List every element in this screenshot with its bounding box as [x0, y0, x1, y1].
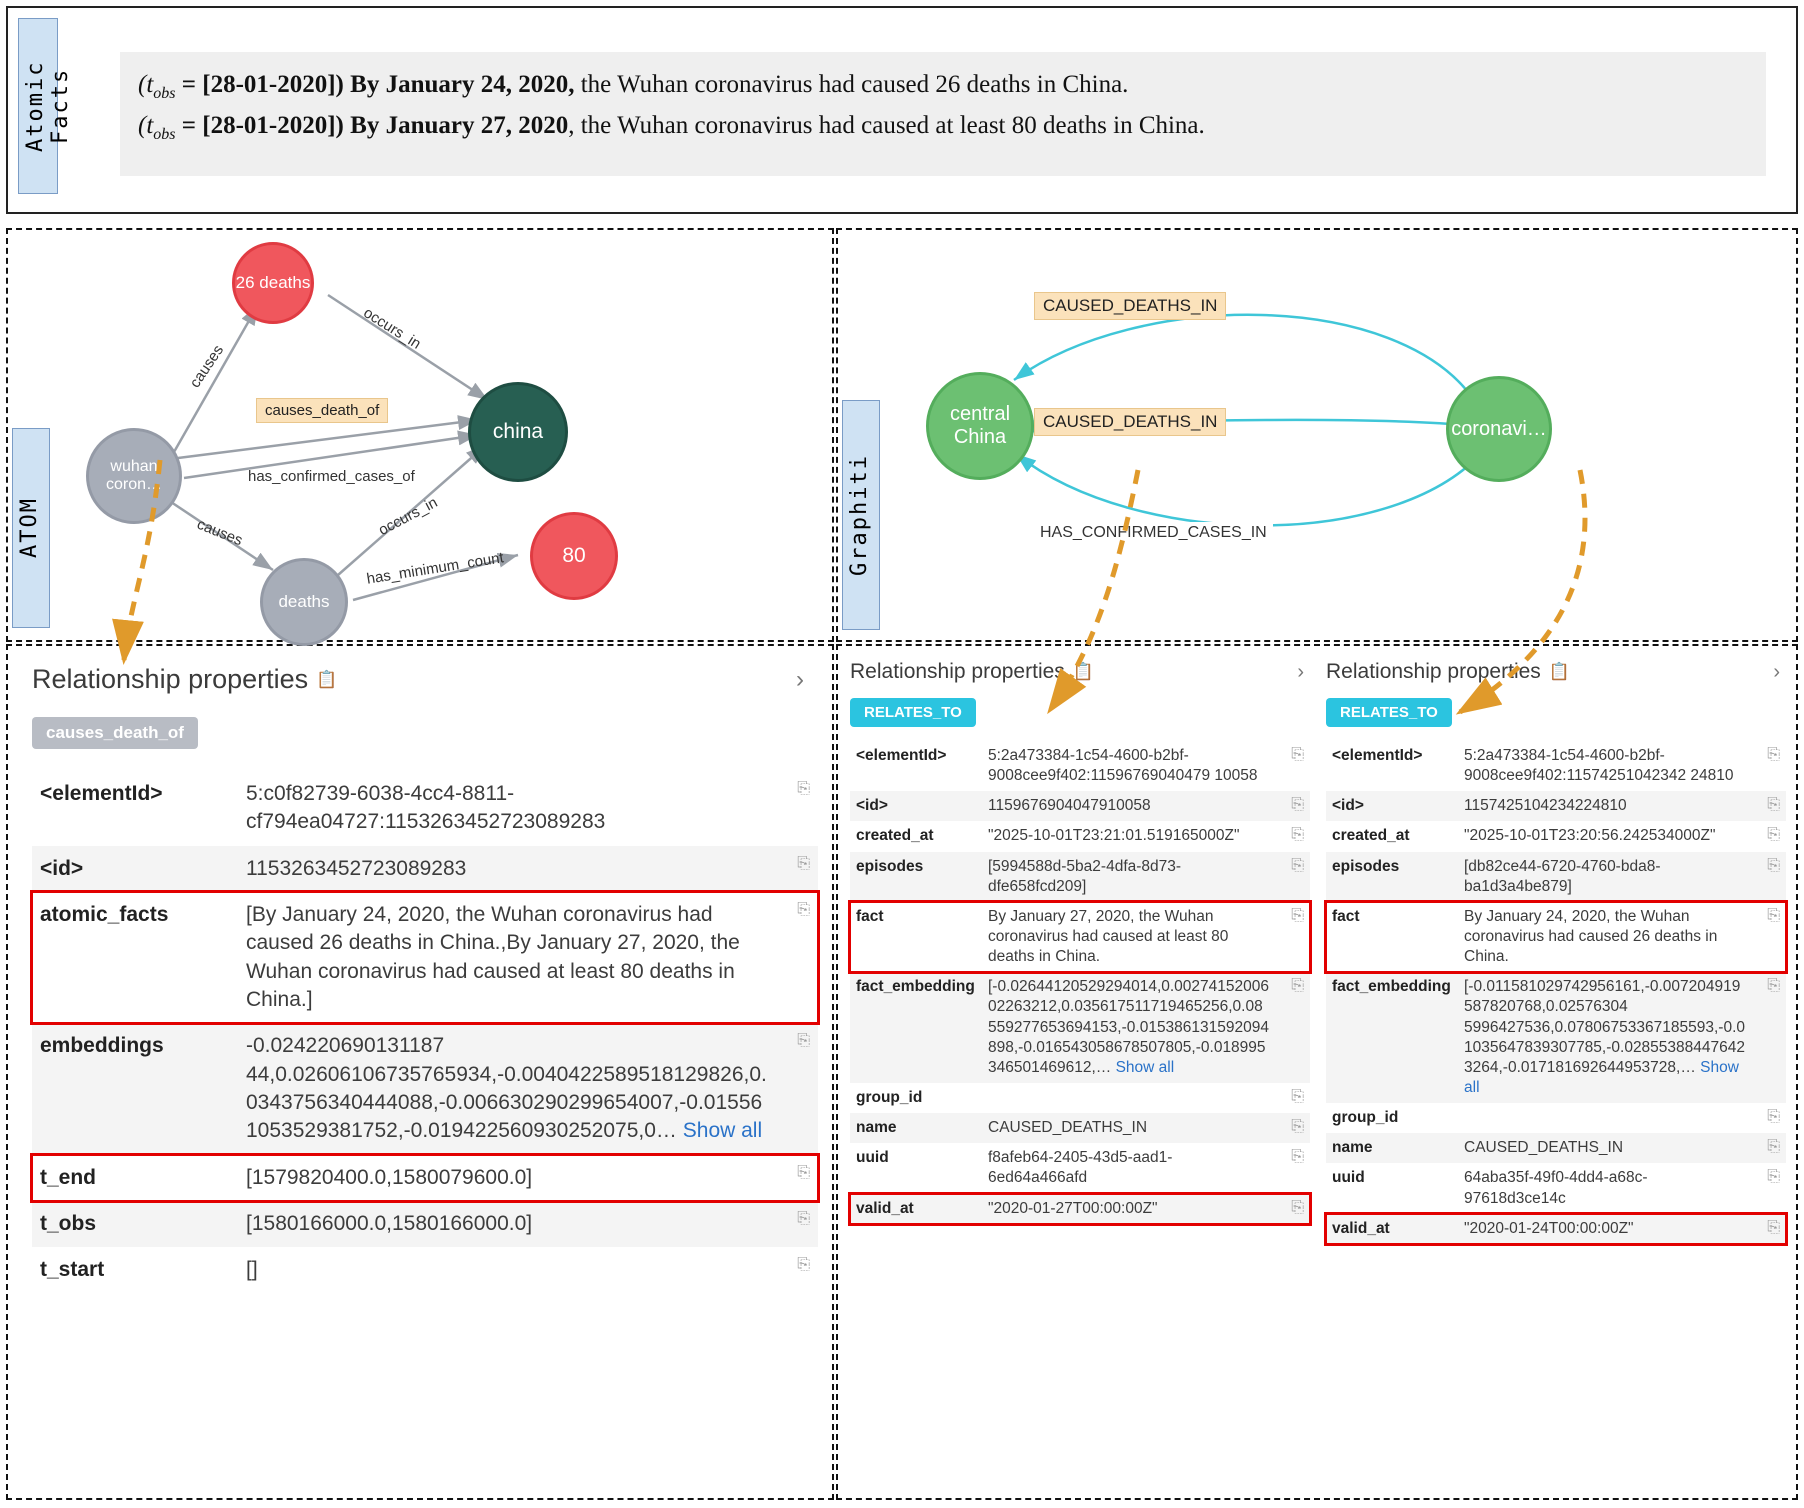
show-all-link[interactable]: Show all: [1111, 1058, 1175, 1076]
property-value: [1579820400.0,1580079600.0]: [246, 1165, 533, 1189]
atomic-facts-label: Atomic Facts: [18, 18, 58, 194]
copy-icon[interactable]: ⎘: [1767, 796, 1780, 814]
copy-icon[interactable]: 📋: [1548, 662, 1570, 681]
atomic-fact-line-2: [138, 107, 1748, 148]
property-value: "2025-10-01T23:21:01.519165000Z": [988, 827, 1240, 845]
atomic-fact-line-1: [138, 66, 1748, 107]
atom-properties-panel: [6, 644, 834, 1500]
node-label: coronavi…: [1451, 417, 1547, 440]
property-key: t_end: [40, 1165, 97, 1189]
property-row: [1326, 1214, 1786, 1244]
show-all-link[interactable]: Show all: [676, 1119, 763, 1143]
property-key: <elementId>: [856, 747, 947, 764]
property-row: [1326, 972, 1786, 1103]
property-key: episodes: [856, 857, 924, 875]
property-value: 5:2a473384-1c54-4600-b2bf-9008cee9f402:11574251042342 24810: [1464, 747, 1734, 785]
property-value: 1157425104234224810: [1464, 797, 1627, 815]
property-row: [850, 902, 1310, 972]
copy-icon[interactable]: ⎘: [797, 901, 810, 919]
property-row: [32, 1023, 818, 1154]
node-label: 26 deaths: [235, 273, 311, 293]
property-row: [1326, 1163, 1786, 1213]
property-row: [32, 1247, 818, 1293]
edge-label-has-minimum-count: has_minimum_count: [365, 549, 505, 588]
atom-card-title-row: [32, 664, 818, 695]
property-value: -0.024220690131187 44,0.02606106735765934,-0.0040422589518129826,0.0343756340444088,-0.006630290299654007,-0.015561053529381752,-0.019422560930252075,0… Show all: [246, 1034, 767, 1143]
copy-icon[interactable]: ⎘: [1767, 1138, 1780, 1156]
property-row: [850, 1194, 1310, 1224]
copy-icon[interactable]: ⎘: [1767, 856, 1780, 874]
property-row: [850, 852, 1310, 902]
property-value: [-0.02644120529294014,0.0027415200602263212,0.035617511719465256,0.08559277653694153,-0.015386131592094898,-0.016543058678507805,-0.018995346501469612,… Show all: [988, 978, 1270, 1076]
atomic-facts-text: [120, 52, 1766, 176]
property-key: embeddings: [40, 1034, 164, 1058]
graphiti-label: Graphiti: [842, 400, 880, 630]
property-row: [850, 791, 1310, 821]
graphiti-properties-panel: [836, 644, 1798, 1500]
fact2-tobs-eq: = [28-01-2020]): [175, 111, 344, 139]
copy-icon[interactable]: ⎘: [1291, 796, 1304, 814]
node-label: deaths: [278, 592, 330, 612]
atom-label: ATOM: [12, 428, 50, 628]
property-row: [1326, 852, 1786, 902]
copy-icon[interactable]: ⎘: [1291, 826, 1304, 844]
node-label: wuhan coron…: [105, 457, 163, 493]
fact2-bold: By January 27, 2020: [350, 111, 569, 139]
copy-icon[interactable]: ⎘: [1767, 826, 1780, 844]
property-value: 1153263452723089283: [246, 856, 467, 880]
chevron-right-icon[interactable]: ›: [1773, 660, 1780, 683]
copy-icon[interactable]: ⎘: [797, 1210, 810, 1228]
node-label: china: [492, 419, 544, 443]
property-value: By January 27, 2020, the Wuhan coronavirus had caused at least 80 deaths in China.: [988, 907, 1229, 966]
property-key: <elementId>: [40, 782, 163, 805]
property-row: [32, 892, 818, 1023]
property-value: CAUSED_DEATHS_IN: [988, 1119, 1148, 1137]
relationship-properties-title: Relationship properties: [32, 664, 309, 694]
edge-label-has-confirmed-cases-in: HAS_CONFIRMED_CASES_IN: [1034, 522, 1273, 544]
property-row: [850, 1083, 1310, 1113]
relationship-properties-title: Relationship properties: [850, 660, 1065, 683]
node-deaths[interactable]: [260, 558, 348, 646]
property-key: group_id: [856, 1088, 923, 1106]
edge-label-causes-2: causes: [194, 515, 245, 550]
property-key: fact_embedding: [1332, 978, 1451, 996]
node-china[interactable]: [468, 382, 568, 482]
copy-icon[interactable]: ⎘: [1291, 1198, 1304, 1216]
node-central-china[interactable]: [926, 372, 1034, 480]
graphiti-card-2: [1326, 660, 1786, 1244]
relationship-type-badge[interactable]: RELATES_TO: [850, 698, 976, 727]
property-row: [1326, 902, 1786, 972]
property-key: uuid: [856, 1149, 889, 1167]
copy-icon[interactable]: ⎘: [797, 780, 810, 797]
relationship-type-badge[interactable]: RELATES_TO: [1326, 698, 1452, 727]
copy-icon[interactable]: 📋: [316, 669, 338, 689]
property-row: [1326, 791, 1786, 821]
graphiti-card-1: [850, 660, 1310, 1224]
copy-icon[interactable]: ⎘: [1767, 1108, 1780, 1126]
edge-label-caused-deaths-in-1[interactable]: CAUSED_DEATHS_IN: [1034, 292, 1226, 320]
fact1-bold: By January 24, 2020,: [350, 71, 575, 98]
fact2-tobs-prefix: (t: [138, 111, 154, 139]
edge-label-occurs-in-1: occurs_in: [360, 304, 424, 353]
property-value: "2020-01-24T00:00:00Z": [1464, 1219, 1634, 1237]
property-value: 5:c0f82739-6038-4cc4-8811-cf794ea04727:1153263452723089283: [246, 782, 606, 834]
property-key: name: [1332, 1139, 1373, 1157]
edge-label-causes-1: causes: [186, 342, 228, 391]
chevron-right-icon[interactable]: ›: [796, 665, 804, 693]
property-key: uuid: [1332, 1169, 1365, 1187]
property-row: [1326, 1133, 1786, 1163]
relationship-type-badge[interactable]: causes_death_of: [32, 717, 198, 749]
property-key: episodes: [1332, 857, 1400, 875]
edge-label-has-confirmed-cases-of: has_confirmed_cases_of: [248, 468, 415, 485]
atom-graph-panel: [6, 228, 834, 642]
fact2-rest: , the Wuhan coronavirus had caused at least 80 deaths in China.: [568, 111, 1205, 139]
property-row: [32, 846, 818, 892]
property-key: t_start: [40, 1258, 105, 1282]
property-row: [850, 1113, 1310, 1143]
node-label: 80: [562, 543, 586, 567]
property-value: [5994588d-5ba2-4dfa-8d73-dfe658fcd209]: [988, 857, 1182, 895]
node-80[interactable]: [530, 512, 618, 600]
edge-label-occurs-in-2: occurs_in: [375, 493, 441, 540]
property-key: valid_at: [1332, 1219, 1390, 1237]
property-value: [982, 1083, 1276, 1113]
property-key: valid_at: [856, 1199, 914, 1217]
property-row: [1326, 741, 1786, 791]
property-key: fact: [1332, 907, 1360, 925]
property-key: <id>: [1332, 797, 1364, 815]
node-coronavirus[interactable]: [1446, 376, 1552, 482]
property-key: created_at: [856, 827, 934, 845]
property-value: "2025-10-01T23:20:56.242534000Z": [1464, 827, 1716, 845]
property-key: name: [856, 1119, 897, 1137]
property-value: By January 24, 2020, the Wuhan coronavirus had caused 26 deaths in China.: [1464, 907, 1718, 966]
property-key: fact: [856, 907, 884, 925]
property-key: <elementId>: [1332, 747, 1423, 764]
property-value: [1580166000.0,1580166000.0]: [246, 1212, 533, 1236]
graphiti-graph-panel: [836, 228, 1798, 642]
copy-icon[interactable]: ⎘: [1767, 746, 1780, 763]
copy-icon[interactable]: ⎘: [797, 1032, 810, 1050]
property-key: created_at: [1332, 827, 1410, 845]
property-row: [1326, 821, 1786, 851]
property-value: "2020-01-27T00:00:00Z": [988, 1199, 1158, 1217]
atom-properties-table: [32, 771, 818, 1294]
property-row: [1326, 1103, 1786, 1133]
copy-icon[interactable]: 📋: [1072, 662, 1094, 681]
edge-label-caused-deaths-in-2[interactable]: CAUSED_DEATHS_IN: [1034, 408, 1226, 436]
copy-icon[interactable]: ⎘: [1291, 1148, 1304, 1166]
property-value: [1458, 1103, 1752, 1133]
fact1-tobs-sub: obs: [153, 85, 176, 102]
property-value: 1159676904047910058: [988, 797, 1151, 815]
property-row: [32, 771, 818, 846]
node-wuhan-coronavirus[interactable]: [86, 428, 182, 524]
property-value: CAUSED_DEATHS_IN: [1464, 1139, 1624, 1157]
fact1-rest: the Wuhan coronavirus had caused 26 deaths in China.: [574, 71, 1129, 98]
property-value: 5:2a473384-1c54-4600-b2bf-9008cee9f402:11596769040479 10058: [988, 747, 1258, 785]
property-key: atomic_facts: [40, 903, 169, 927]
graphiti-card-1-title-row: [850, 660, 1310, 684]
fact1-tobs-prefix: (t: [138, 71, 154, 98]
property-row: [850, 821, 1310, 851]
graphiti-card-2-table: [1326, 741, 1786, 1244]
show-all-link[interactable]: Show all: [1464, 1058, 1739, 1096]
copy-icon[interactable]: ⎘: [1291, 1087, 1304, 1105]
property-row: [850, 1143, 1310, 1193]
property-row: [32, 1201, 818, 1247]
property-value: [db82ce44-6720-4760-bda8-ba1d3a4be879]: [1464, 857, 1661, 895]
copy-icon[interactable]: ⎘: [1291, 746, 1304, 763]
copy-icon[interactable]: ⎘: [1291, 856, 1304, 874]
property-value: 64aba35f-49f0-4dd4-a68c-97618d3ce14c: [1464, 1169, 1648, 1207]
property-row: [850, 741, 1310, 791]
property-value: [By January 24, 2020, the Wuhan coronavirus had caused 26 deaths in China.,By January 27, 2020, the Wuhan coronavirus had caused at least 80 deaths in China.]: [246, 903, 740, 1012]
copy-icon[interactable]: ⎘: [797, 854, 810, 872]
atomic-facts-panel: [6, 6, 1798, 214]
chevron-right-icon[interactable]: ›: [1297, 660, 1304, 683]
copy-icon[interactable]: ⎘: [797, 1256, 810, 1274]
copy-icon[interactable]: ⎘: [1291, 977, 1304, 995]
property-key: <id>: [40, 856, 84, 880]
copy-icon[interactable]: ⎘: [1767, 906, 1780, 924]
fact1-tobs-eq: = [28-01-2020]): [175, 71, 344, 98]
copy-icon[interactable]: ⎘: [1767, 1218, 1780, 1236]
property-key: <id>: [856, 797, 888, 815]
copy-icon[interactable]: ⎘: [1291, 1118, 1304, 1136]
property-value: f8afeb64-2405-43d5-aad1-6ed64a466afd: [988, 1149, 1173, 1187]
edge-label-causes-death-of[interactable]: causes_death_of: [256, 398, 388, 423]
copy-icon[interactable]: ⎘: [1767, 1168, 1780, 1186]
node-26-deaths[interactable]: [232, 242, 314, 324]
copy-icon[interactable]: ⎘: [1767, 977, 1780, 995]
node-label: central China: [949, 403, 1011, 448]
property-value: [-0.011581029742956161,-0.007204919587820768,0.02576304 5996427536,0.07806753367185593,-0.01035647839307785,-0.028553884476423264,-0.017181692644953728,… Show all: [1464, 978, 1746, 1096]
copy-icon[interactable]: ⎘: [1291, 906, 1304, 924]
property-key: t_obs: [40, 1212, 97, 1236]
property-row: [850, 972, 1310, 1083]
property-value: []: [246, 1258, 258, 1282]
graphiti-card-1-table: [850, 741, 1310, 1224]
property-key: fact_embedding: [856, 978, 975, 996]
graphiti-card-2-title-row: [1326, 660, 1786, 684]
fact2-tobs-sub: obs: [153, 125, 176, 143]
relationship-properties-title: Relationship properties: [1326, 660, 1541, 683]
property-row: [32, 1155, 818, 1201]
property-key: group_id: [1332, 1109, 1399, 1127]
copy-icon[interactable]: ⎘: [797, 1163, 810, 1181]
